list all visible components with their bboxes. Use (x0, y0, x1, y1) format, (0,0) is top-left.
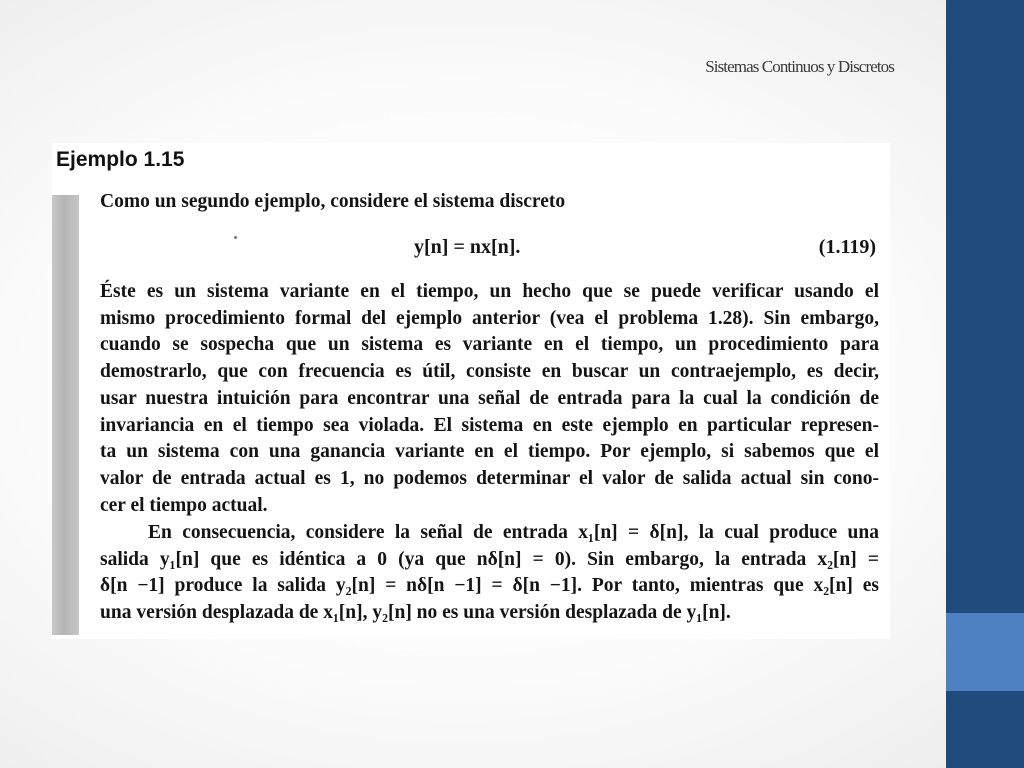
equation-number: (1.119) (818, 236, 876, 258)
paragraph-1-line: Éste es un sistema variante en el tiempo, un hecho que se puede verificar usando el (100, 281, 879, 302)
scan-speck (234, 236, 237, 239)
sidebar-accent-block (946, 613, 1024, 691)
slide-title: Sistemas Continuos y Discretos (705, 57, 894, 76)
intro-line: Como un segundo ejemplo, considere el sistema discreto (100, 191, 566, 212)
paragraph-1 (100, 279, 879, 519)
scanned-textbook-excerpt (52, 143, 890, 639)
paragraph-1-line: invariancia en el tiempo sea violada. El sistema en este ejemplo en particular represen- (100, 414, 879, 436)
scan-margin-bar (52, 195, 79, 635)
paragraph-1-line: cuando se sospecha que un sistema es variante en el tiempo, un procedimiento para (100, 334, 879, 356)
paragraph-1-line: ta un sistema con una ganancia variante en el tiempo. Por ejemplo, si sabemos que el (100, 441, 879, 463)
paragraph-2-line: salida y₁[n] que es idéntica a 0 (ya que nδ[n] = 0). Sin embargo, la entrada x₂[n] = (100, 548, 879, 570)
paragraph-1-line: mismo procedimiento formal del ejemplo anterior (vea el problema 1.28). Sin embargo, (100, 307, 879, 329)
example-heading: Ejemplo 1.15 (56, 148, 185, 171)
paragraph-1-line: usar nuestra intuición para encontrar una señal de entrada para la cual la condición de (100, 387, 879, 409)
paragraph-1-line: cer el tiempo actual. (100, 494, 268, 516)
paragraph-1-line: valor de entrada actual es 1, no podemos determinar el valor de salida actual sin cono- (100, 467, 879, 489)
paragraph-2-line: una versión desplazada de x₁[n], y₂[n] no es una versión desplazada de y₁[n]. (100, 602, 731, 624)
equation: y[n] = nx[n]. (414, 236, 521, 258)
paragraph-2-line: En consecuencia, considere la señal de entrada x₁[n] = δ[n], la cual produce una (148, 522, 879, 543)
paragraph-2-line: δ[n −1] produce la salida y₂[n] = nδ[n −1] = δ[n −1]. Por tanto, mientras que x₂[n] es (100, 575, 879, 597)
paragraph-2 (100, 520, 879, 627)
example-intro (100, 189, 879, 216)
paragraph-1-line: demostrarlo, que con frecuencia es útil, consiste en buscar un contraejemplo, es decir, (100, 361, 879, 383)
